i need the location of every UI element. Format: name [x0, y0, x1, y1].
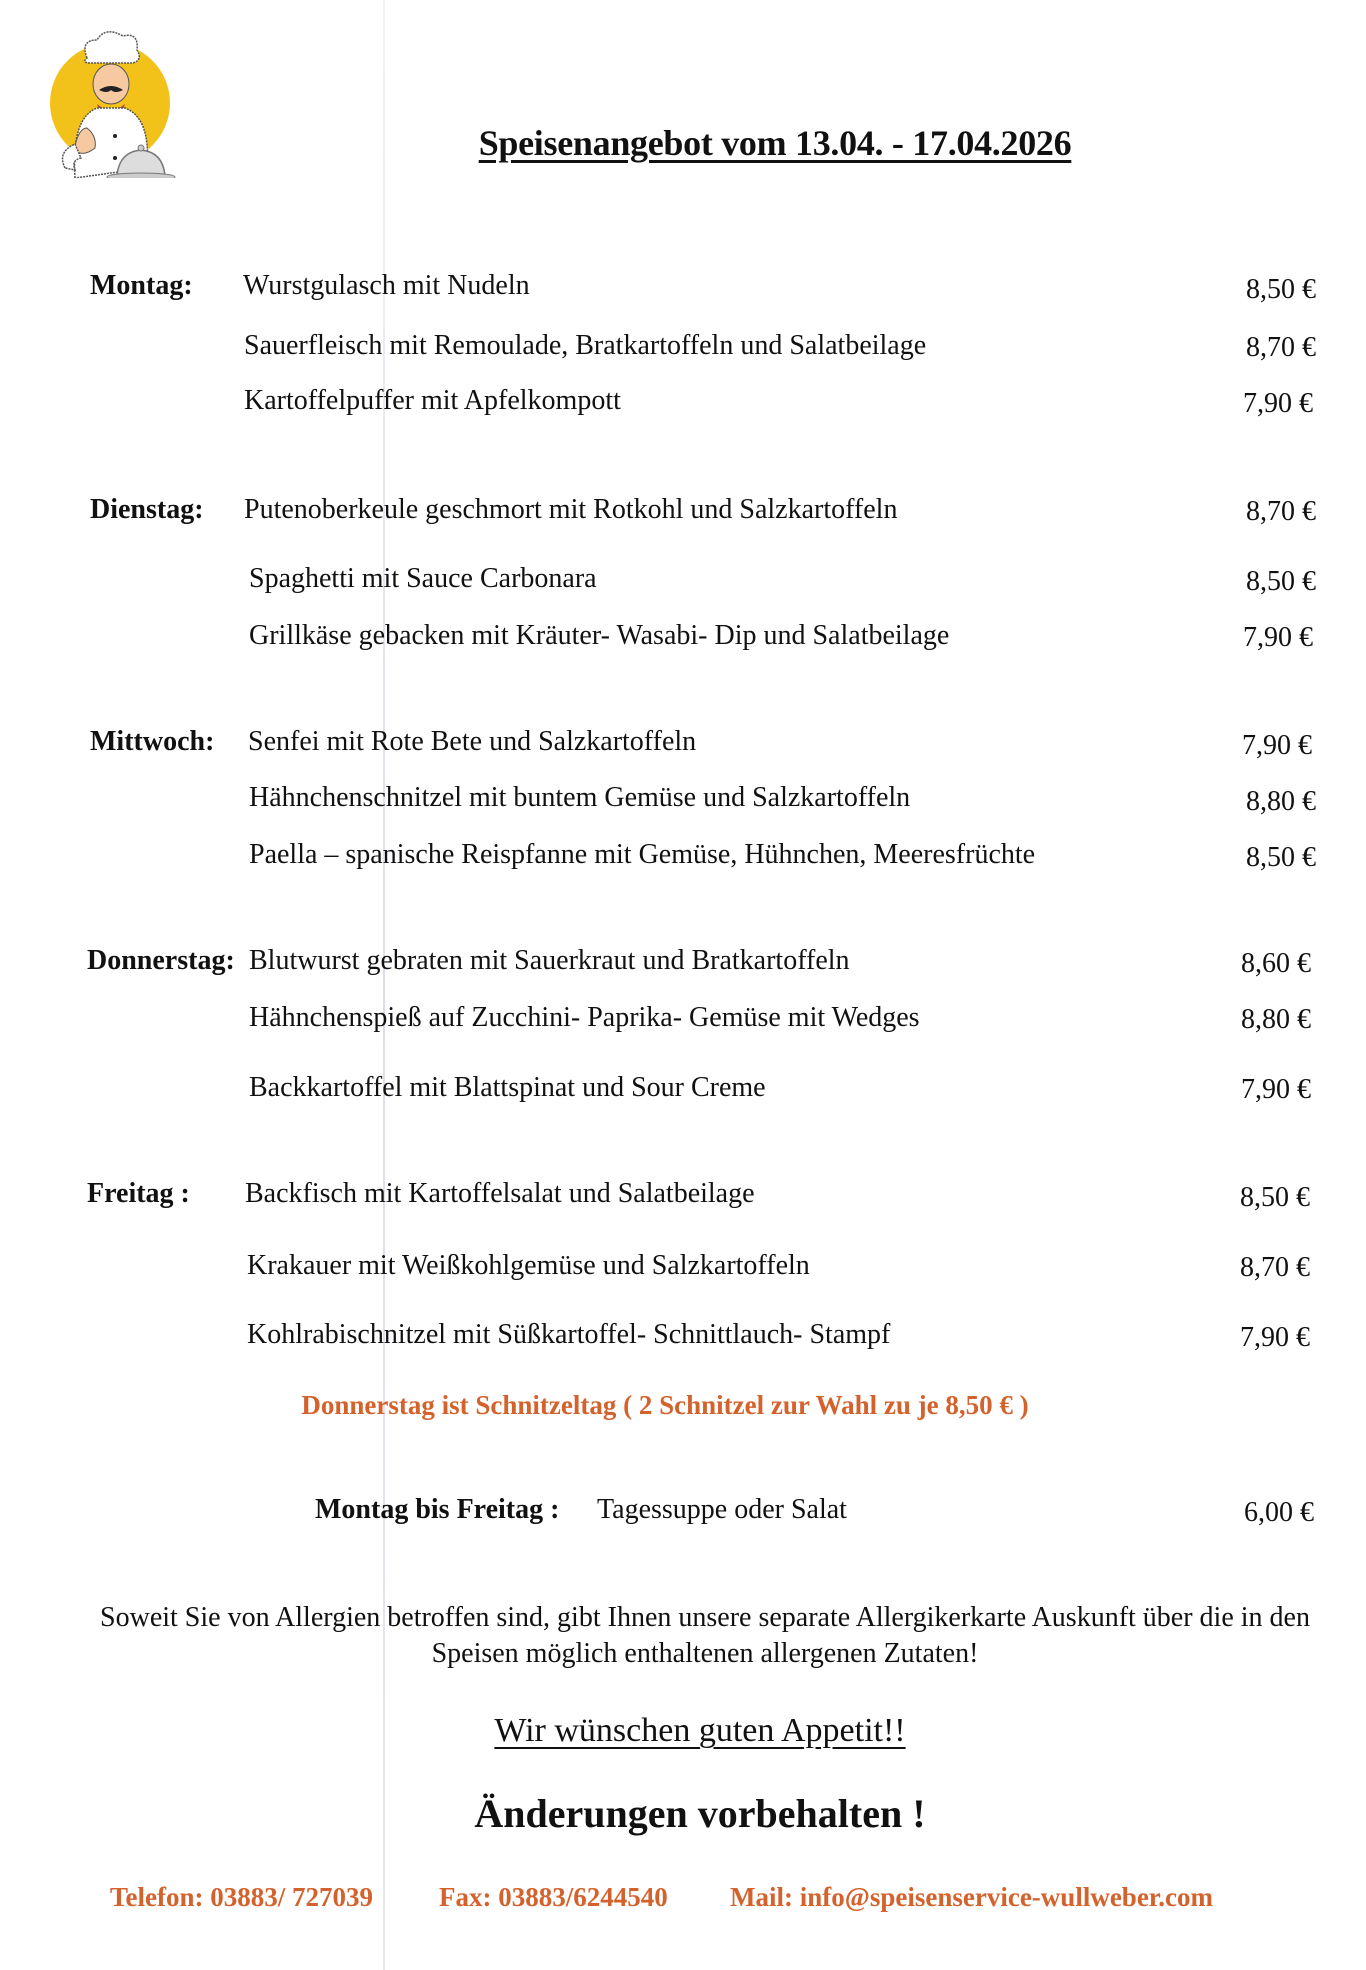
dish-price: 7,90 € [1240, 1322, 1310, 1353]
changes-notice: Änderungen vorbehalten ! [474, 1791, 926, 1836]
dish-price: 7,90 € [1243, 388, 1313, 419]
dish-name: Kartoffelpuffer mit Apfelkompott [244, 385, 621, 416]
dish-name: Paella – spanische Reispfanne mit Gemüse, Hühnchen, Meeresfrüchte [249, 839, 1036, 870]
dish-name: Spaghetti mit Sauce Carbonara [249, 563, 597, 594]
dish-name: Sauerfleisch mit Remoulade, Bratkartoffeln und Salatbeilage [244, 330, 927, 361]
dish-price: 8,50 € [1246, 274, 1316, 305]
dish-price: 7,90 € [1241, 1074, 1311, 1105]
dish-name: Hähnchenschnitzel mit buntem Gemüse und Salzkartoffeln [249, 782, 911, 813]
page-title: Speisenangebot vom 13.04. - 17.04.2026 [478, 123, 1072, 163]
schnitzel-note: Donnerstag ist Schnitzeltag ( 2 Schnitzel zur Wahl zu je 8,50 € ) [301, 1390, 1029, 1420]
allergy-notice: Soweit Sie von Allergien betroffen sind, gibt Ihnen unsere separate Allergikerkarte Auskunft über die in den Speisen möglich enthaltenen allergenen Zutaten! [100, 1602, 1310, 1669]
day-label: Montag: [90, 270, 193, 301]
daily-price: 6,00 € [1244, 1497, 1314, 1528]
dish-price: 7,90 € [1243, 622, 1313, 653]
dish-price: 8,50 € [1246, 842, 1316, 873]
dish-name: Krakauer mit Weißkohlgemüse und Salzkartoffeln [247, 1250, 810, 1281]
day-label: Mittwoch: [90, 726, 215, 757]
dish-name: Backkartoffel mit Blattspinat und Sour Creme [249, 1072, 766, 1103]
dish-name: Backfisch mit Kartoffelsalat und Salatbeilage [245, 1178, 755, 1209]
dish-name: Kohlrabischnitzel mit Süßkartoffel- Schnittlauch- Stampf [247, 1319, 891, 1350]
daily-label: Montag bis Freitag : [315, 1494, 560, 1525]
day-label: Dienstag: [90, 494, 204, 525]
dish-name: Grillkäse gebacken mit Kräuter- Wasabi- Dip und Salatbeilage [249, 620, 950, 651]
dish-name: Blutwurst gebraten mit Sauerkraut und Bratkartoffeln [249, 945, 850, 976]
dish-price: 8,70 € [1246, 332, 1316, 363]
dish-price: 8,50 € [1246, 566, 1316, 597]
chef-hat-icon [85, 32, 140, 63]
dish-price: 8,70 € [1240, 1252, 1310, 1283]
contact-fax: Fax: 03883/6244540 [439, 1882, 668, 1912]
dish-price: 8,50 € [1240, 1182, 1310, 1213]
contact-mail[interactable]: Mail: info@speisenservice-wullweber.com [730, 1882, 1214, 1912]
dish-name: Putenoberkeule geschmort mit Rotkohl und Salzkartoffeln [244, 494, 898, 525]
dish-name: Senfei mit Rote Bete und Salzkartoffeln [248, 726, 697, 757]
dish-price: 8,80 € [1241, 1004, 1311, 1035]
appetit-heading: Wir wünschen guten Appetit!! [494, 1712, 906, 1749]
day-label: Donnerstag: [87, 945, 235, 976]
daily-dish: Tagessuppe oder Salat [597, 1494, 847, 1525]
day-label: Freitag : [87, 1178, 190, 1209]
dish-price: 8,60 € [1241, 948, 1311, 979]
dish-price: 7,90 € [1242, 730, 1312, 761]
contact-phone: Telefon: 03883/ 727039 [110, 1882, 373, 1912]
dish-price: 8,80 € [1246, 786, 1316, 817]
dish-name: Hähnchenspieß auf Zucchini- Paprika- Gemüse mit Wedges [249, 1002, 920, 1033]
dish-price: 8,70 € [1246, 496, 1316, 527]
dish-name: Wurstgulasch mit Nudeln [243, 270, 530, 301]
